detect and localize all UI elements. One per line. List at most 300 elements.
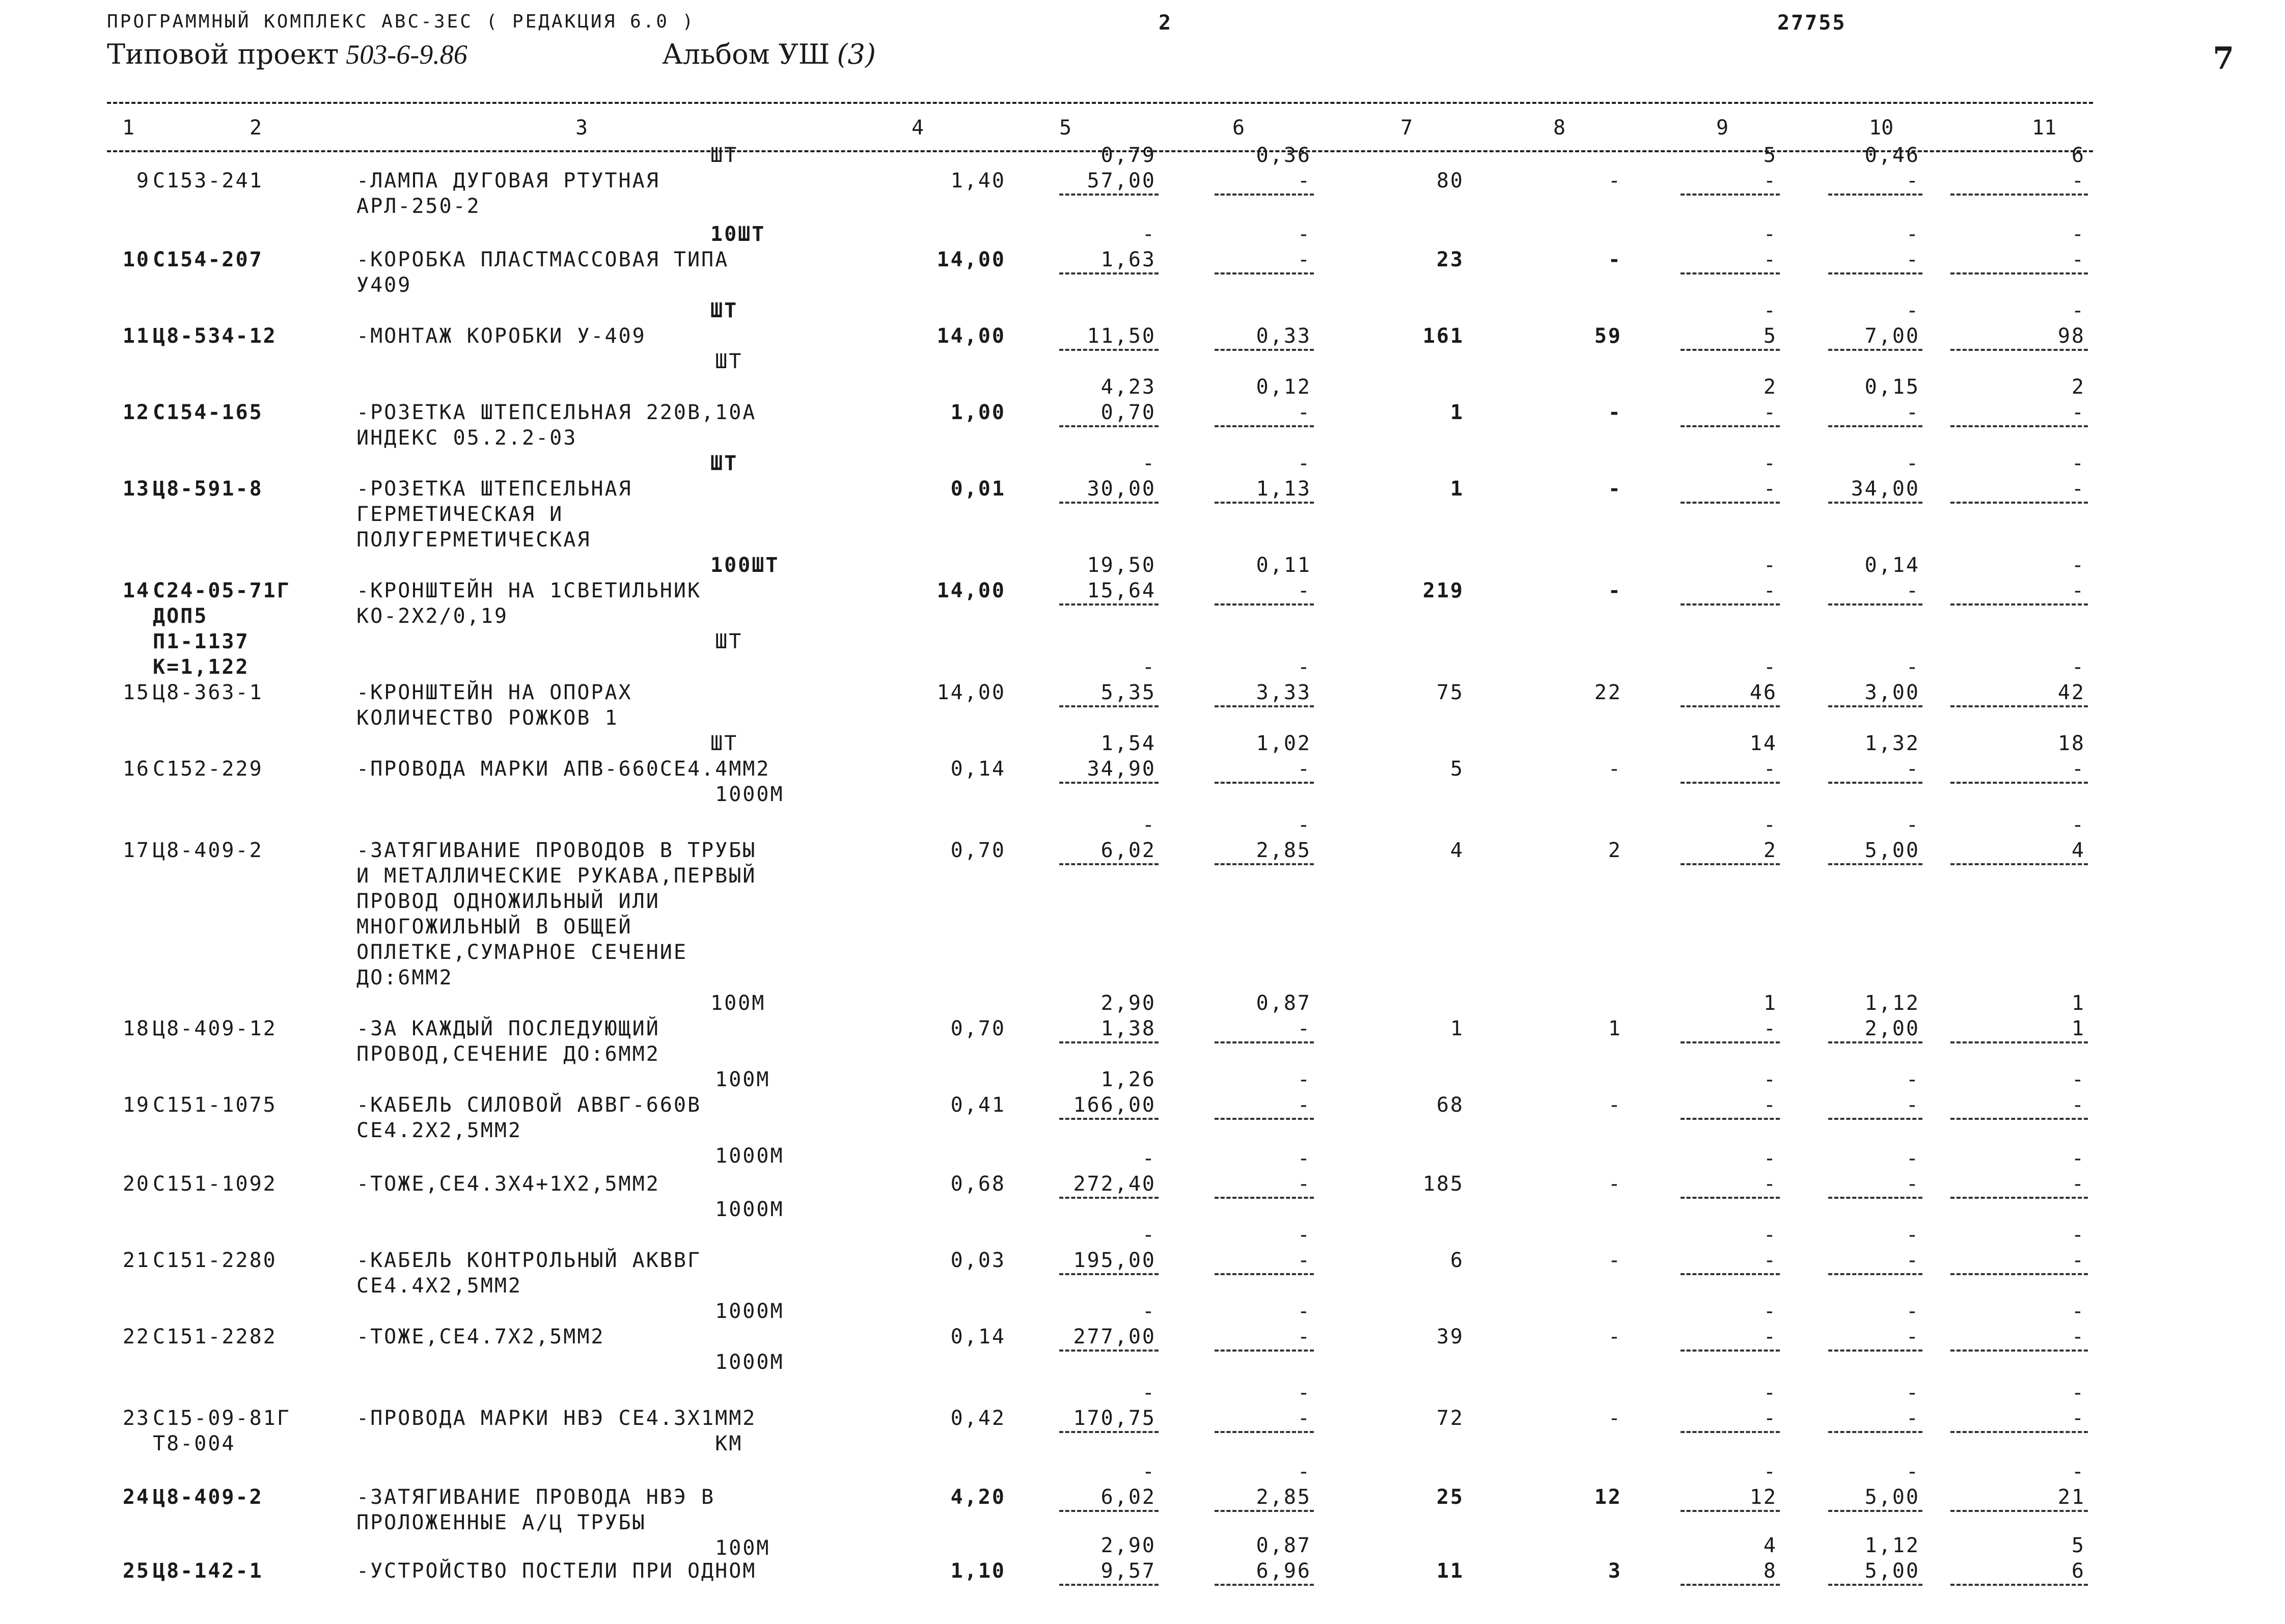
sub-value: - (2071, 299, 2085, 322)
subtotal-rule (1950, 1118, 2088, 1120)
unit-label: ШТ (710, 452, 738, 475)
value-c8: 1 (1608, 1017, 1622, 1040)
row-number: 19 (122, 1093, 150, 1117)
item-description: -МОНТАЖ КОРОБКИ У-409 ШТ (356, 324, 743, 373)
subtotal-rule (1828, 1584, 1922, 1586)
value-c9: - (1763, 477, 1777, 501)
row-number: 24 (122, 1485, 150, 1509)
sub-value: - (1297, 1300, 1311, 1323)
value-c6: - (1297, 1407, 1311, 1430)
sub-value: - (2071, 1381, 2085, 1405)
value-c4: 0,70 (950, 1017, 1006, 1040)
corner-page-number: 7 (2213, 41, 2234, 76)
sub-value: 14 (1749, 732, 1777, 755)
value-c6: - (1297, 579, 1311, 602)
subtotal-rule (1681, 1431, 1780, 1433)
resource-code: Ц8-409-2 (153, 1485, 263, 1509)
value-c9: 46 (1749, 681, 1777, 704)
resource-code: С152-229 (153, 757, 263, 781)
sub-value: - (2071, 1460, 2085, 1483)
sub-value: - (1297, 1381, 1311, 1405)
value-c11: 6 (2071, 1559, 2085, 1583)
subtotal-rule (1828, 1350, 1922, 1352)
value-c6: - (1297, 1325, 1311, 1348)
value-c11: - (2071, 757, 2085, 781)
sub-value: 0,46 (1864, 144, 1920, 167)
sub-value: 1,12 (1864, 992, 1920, 1015)
sub-value: - (1906, 299, 1920, 322)
value-c10: - (1906, 1325, 1920, 1348)
value-c11: - (2071, 579, 2085, 602)
value-c7: 23 (1436, 248, 1464, 271)
value-c8: 3 (1608, 1559, 1622, 1583)
value-c5: 15,64 (1087, 579, 1156, 602)
subtotal-rule (1059, 782, 1159, 784)
value-c4: 1,10 (950, 1559, 1006, 1583)
sub-value: - (1763, 452, 1777, 475)
row-number: 17 (122, 839, 150, 862)
sub-value: 0,36 (1256, 144, 1311, 167)
value-c5: 272,40 (1073, 1172, 1156, 1196)
column-header-2: 2 (250, 116, 262, 140)
subtotal-rule (1828, 1273, 1922, 1275)
sub-value: 5 (1763, 144, 1777, 167)
subtotal-rule (1215, 502, 1314, 504)
value-c7: 185 (1422, 1172, 1464, 1196)
value-c10: 2,00 (1864, 1017, 1920, 1040)
subtotal-rule (1215, 1350, 1314, 1352)
value-c11: - (2071, 1249, 2085, 1272)
subtotal-rule (1950, 782, 2088, 784)
resource-code: С154-165 (153, 401, 263, 424)
subtotal-rule (1681, 1584, 1780, 1586)
subtotal-rule (1215, 603, 1314, 605)
value-c5: 6,02 (1100, 1485, 1156, 1509)
value-c4: 0,70 (950, 839, 1006, 862)
value-c4: 0,68 (950, 1172, 1006, 1196)
value-c4: 1,00 (950, 401, 1006, 424)
subtotal-rule (1950, 1273, 2088, 1275)
row-number: 22 (122, 1325, 150, 1348)
sub-value: - (1763, 554, 1777, 577)
value-c10: - (1906, 248, 1920, 271)
row-number: 23 (122, 1407, 150, 1430)
value-c4: 4,20 (950, 1485, 1006, 1509)
sub-value: - (1297, 1068, 1311, 1091)
sub-value: - (1763, 655, 1777, 679)
subtotal-rule (1059, 705, 1159, 707)
resource-code: Ц8-409-2 (153, 839, 263, 862)
sub-value: 1,12 (1864, 1534, 1920, 1557)
column-header-4: 4 (912, 116, 924, 140)
value-c6: - (1297, 401, 1311, 424)
value-c8: 59 (1594, 324, 1622, 348)
row-number: 15 (122, 681, 150, 704)
sub-value: 1 (1763, 992, 1777, 1015)
item-description: -КОРОБКА ПЛАСТМАССОВАЯ ТИПА У409 (356, 248, 729, 297)
subtotal-rule (1828, 603, 1922, 605)
row-number: 25 (122, 1559, 150, 1583)
value-c6: - (1297, 248, 1311, 271)
value-c4: 14,00 (937, 248, 1006, 271)
sub-value: - (1763, 1223, 1777, 1247)
value-c5: 1,63 (1100, 248, 1156, 271)
value-c7: 5 (1450, 757, 1464, 781)
value-c8: - (1608, 579, 1622, 602)
column-header-3: 3 (575, 116, 588, 140)
value-c7: 6 (1450, 1249, 1464, 1272)
unit-label: 100ШТ (710, 554, 780, 577)
sub-value: - (1906, 1147, 1920, 1170)
value-c11: - (2071, 1093, 2085, 1117)
sub-value: - (1763, 299, 1777, 322)
subtotal-rule (1681, 863, 1780, 865)
value-c7: 219 (1422, 579, 1464, 602)
resource-code: С151-1092 (153, 1172, 277, 1196)
value-c7: 11 (1436, 1559, 1464, 1583)
sub-value: - (2071, 452, 2085, 475)
value-c9: - (1763, 401, 1777, 424)
value-c5: 57,00 (1087, 169, 1156, 192)
sub-value: 5 (2071, 1534, 2085, 1557)
subtotal-rule (1059, 1197, 1159, 1199)
value-c6: - (1297, 1249, 1311, 1272)
row-number: 21 (122, 1249, 150, 1272)
value-c11: 21 (2057, 1485, 2085, 1509)
subtotal-rule (1950, 1350, 2088, 1352)
sub-value: 6 (2071, 144, 2085, 167)
sub-value: - (1142, 813, 1156, 837)
item-description: -ЗАТЯГИВАНИЕ ПРОВОДА НВЭ В ПРОЛОЖЕННЫЕ А/Ц ТРУБЫ 100М (356, 1485, 770, 1560)
sub-value: - (1142, 1223, 1156, 1247)
value-c6: 2,85 (1256, 1485, 1311, 1509)
value-c7: 25 (1436, 1485, 1464, 1509)
sub-value: - (2071, 813, 2085, 837)
value-c7: 75 (1436, 681, 1464, 704)
subtotal-rule (1059, 863, 1159, 865)
subtotal-rule (1215, 782, 1314, 784)
value-c9: - (1763, 1407, 1777, 1430)
value-c7: 1 (1450, 477, 1464, 501)
item-description: -ПРОВОДА МАРКИ НВЭ СЕ4.3Х1ММ2 КМ (356, 1407, 757, 1455)
subtotal-rule (1215, 1118, 1314, 1120)
value-c6: 1,13 (1256, 477, 1311, 501)
sub-value: - (1142, 1147, 1156, 1170)
document-number: 27755 (1777, 11, 1847, 35)
sub-value: 1,26 (1100, 1068, 1156, 1091)
column-header-11: 11 (2032, 116, 2057, 140)
row-number: 11 (122, 324, 150, 348)
value-c5: 195,00 (1073, 1249, 1156, 1272)
row-number: 20 (122, 1172, 150, 1196)
subtotal-rule (1681, 782, 1780, 784)
resource-code: Ц8-409-12 (153, 1017, 277, 1040)
resource-code: Ц8-534-12 (153, 324, 277, 348)
subtotal-rule (1950, 1510, 2088, 1512)
value-c9: - (1763, 1249, 1777, 1272)
unit-label: ШТ (710, 299, 738, 322)
value-c5: 166,00 (1073, 1093, 1156, 1117)
value-c8: - (1608, 757, 1622, 781)
sub-value: - (1297, 1147, 1311, 1170)
sub-value: 2 (2071, 375, 2085, 399)
subtotal-rule (1215, 272, 1314, 274)
value-c4: 1,40 (950, 169, 1006, 192)
sub-value: 0,87 (1256, 992, 1311, 1015)
album-label: Альбом УШ (662, 38, 830, 70)
sub-value: 2 (1763, 375, 1777, 399)
column-header-5: 5 (1059, 116, 1072, 140)
subtotal-rule (1059, 603, 1159, 605)
sub-value: - (1906, 1223, 1920, 1247)
sub-value: - (1763, 223, 1777, 246)
subtotal-rule (1681, 1510, 1780, 1512)
value-c7: 1 (1450, 1017, 1464, 1040)
sub-value: 1,02 (1256, 732, 1311, 755)
column-header-7: 7 (1400, 116, 1413, 140)
value-c6: 2,85 (1256, 839, 1311, 862)
value-c11: - (2071, 401, 2085, 424)
value-c7: 1 (1450, 401, 1464, 424)
column-header-6: 6 (1232, 116, 1245, 140)
subtotal-rule (1950, 1197, 2088, 1199)
value-c5: 170,75 (1073, 1407, 1156, 1430)
value-c5: 1,38 (1100, 1017, 1156, 1040)
value-c10: 3,00 (1864, 681, 1920, 704)
subtotal-rule (1828, 425, 1922, 427)
sub-value: - (1142, 223, 1156, 246)
item-description: -КРОНШТЕЙН НА ОПОРАХ КОЛИЧЕСТВО РОЖКОВ 1 (356, 681, 632, 730)
value-c6: 3,33 (1256, 681, 1311, 704)
value-c11: - (2071, 169, 2085, 192)
sub-value: 2,90 (1100, 992, 1156, 1015)
unit-label: 10ШТ (710, 223, 766, 246)
subtotal-rule (1950, 1584, 2088, 1586)
item-description: -ЗАТЯГИВАНИЕ ПРОВОДОВ В ТРУБЫ И МЕТАЛЛИЧЕСКИЕ РУКАВА,ПЕРВЫЙ ПРОВОД ОДНОЖИЛЬНЫЙ ИЛИ МНОГОЖИЛЬНЫЙ В ОБЩЕЙ ОПЛЕТКЕ,СУМАРНОЕ СЕЧЕНИЕ ДО:6ММ2 (356, 839, 757, 989)
value-c6: - (1297, 1093, 1311, 1117)
subtotal-rule (1215, 1584, 1314, 1586)
subtotal-rule (1950, 705, 2088, 707)
value-c4: 14,00 (937, 579, 1006, 602)
subtotal-rule (1059, 1118, 1159, 1120)
subtotal-rule (1681, 272, 1780, 274)
value-c9: - (1763, 579, 1777, 602)
subtotal-rule (1681, 1041, 1780, 1043)
subtotal-rule (1215, 705, 1314, 707)
value-c8: - (1608, 1093, 1622, 1117)
sub-value: - (1763, 813, 1777, 837)
value-c10: 5,00 (1864, 1559, 1920, 1583)
sub-value: 0,15 (1864, 375, 1920, 399)
value-c4: 0,03 (950, 1249, 1006, 1272)
unit-label: 100М (710, 992, 766, 1015)
subtotal-rule (1828, 782, 1922, 784)
sub-value: - (1297, 1460, 1311, 1483)
subtotal-rule (1828, 1118, 1922, 1120)
subtotal-rule (1950, 603, 2088, 605)
column-header-8: 8 (1553, 116, 1566, 140)
value-c8: 2 (1608, 839, 1622, 862)
value-c10: - (1906, 401, 1920, 424)
subtotal-rule (1681, 1118, 1780, 1120)
unit-label: ШТ (710, 144, 738, 167)
sub-value: 19,50 (1087, 554, 1156, 577)
resource-code: С151-1075 (153, 1093, 277, 1117)
subtotal-rule (1681, 1197, 1780, 1199)
value-c8: 22 (1594, 681, 1622, 704)
sub-value: - (1763, 1147, 1777, 1170)
sub-value: 0,11 (1256, 554, 1311, 577)
header-bottom-rule (107, 150, 2093, 152)
sub-value: 0,14 (1864, 554, 1920, 577)
subtotal-rule (1828, 194, 1922, 196)
subtotal-rule (1059, 1273, 1159, 1275)
subtotal-rule (1681, 194, 1780, 196)
value-c6: - (1297, 1172, 1311, 1196)
value-c5: 6,02 (1100, 839, 1156, 862)
unit-label: ШТ (710, 732, 738, 755)
value-c11: 1 (2071, 1017, 2085, 1040)
page-number: 2 (1159, 11, 1171, 35)
value-c10: - (1906, 1249, 1920, 1272)
project-label: Типовой проект (107, 38, 339, 70)
row-number: 10 (122, 248, 150, 271)
value-c9: 8 (1763, 1559, 1777, 1583)
value-c7: 72 (1436, 1407, 1464, 1430)
value-c8: - (1608, 1407, 1622, 1430)
resource-code: С24-05-71Г ДОП5 П1-1137 К=1,122 (153, 579, 291, 679)
value-c4: 0,42 (950, 1407, 1006, 1430)
sub-value: - (1297, 1223, 1311, 1247)
sub-value: - (1906, 813, 1920, 837)
sub-value: - (2071, 655, 2085, 679)
value-c9: - (1763, 1325, 1777, 1348)
row-number: 16 (122, 757, 150, 781)
sub-value: 1 (2071, 992, 2085, 1015)
value-c10: 34,00 (1851, 477, 1920, 501)
subtotal-rule (1828, 502, 1922, 504)
sub-value: - (2071, 554, 2085, 577)
sub-value: 1,54 (1100, 732, 1156, 755)
value-c7: 4 (1450, 839, 1464, 862)
value-c9: - (1763, 248, 1777, 271)
value-c9: - (1763, 1093, 1777, 1117)
value-c5: 0,70 (1100, 401, 1156, 424)
subtotal-rule (1215, 425, 1314, 427)
value-c6: - (1297, 169, 1311, 192)
sub-value: 1,32 (1864, 732, 1920, 755)
value-c5: 30,00 (1087, 477, 1156, 501)
value-c10: - (1906, 169, 1920, 192)
sub-value: - (2071, 1147, 2085, 1170)
subtotal-rule (1681, 425, 1780, 427)
item-description: -РОЗЕТКА ШТЕПСЕЛЬНАЯ 220В,10А ИНДЕКС 05.2.2-03 (356, 401, 757, 450)
subtotal-rule (1828, 1041, 1922, 1043)
column-header-10: 10 (1869, 116, 1894, 140)
sub-value: - (1297, 655, 1311, 679)
subtotal-rule (1681, 1273, 1780, 1275)
sub-value: - (1142, 1381, 1156, 1405)
subtotal-rule (1681, 705, 1780, 707)
sub-value: - (2071, 1068, 2085, 1091)
value-c5: 9,57 (1100, 1559, 1156, 1583)
subtotal-rule (1059, 1584, 1159, 1586)
value-c4: 14,00 (937, 324, 1006, 348)
value-c8: - (1608, 1325, 1622, 1348)
sub-value: - (1297, 223, 1311, 246)
subtotal-rule (1950, 1431, 2088, 1433)
value-c10: 5,00 (1864, 839, 1920, 862)
value-c8: 12 (1594, 1485, 1622, 1509)
resource-code: Ц8-142-1 (153, 1559, 263, 1583)
sub-value: - (1297, 813, 1311, 837)
resource-code: С154-207 (153, 248, 263, 271)
project-heading (107, 38, 467, 70)
sub-value: - (2071, 1223, 2085, 1247)
item-description: -КАБЕЛЬ КОНТРОЛЬНЫЙ АКВВГ СЕ4.4Х2,5ММ2 1000М (356, 1249, 784, 1323)
sub-value: - (1142, 1300, 1156, 1323)
resource-code: С151-2282 (153, 1325, 277, 1348)
subtotal-rule (1950, 349, 2088, 351)
subtotal-rule (1828, 349, 1922, 351)
sub-value: - (1906, 452, 1920, 475)
row-number: 14 (122, 579, 150, 602)
sub-value: 0,79 (1100, 144, 1156, 167)
subtotal-rule (1950, 194, 2088, 196)
value-c7: 161 (1422, 324, 1464, 348)
subtotal-rule (1828, 863, 1922, 865)
subtotal-rule (1950, 272, 2088, 274)
sub-value: 0,87 (1256, 1534, 1311, 1557)
value-c4: 0,14 (950, 757, 1006, 781)
subtotal-rule (1215, 1431, 1314, 1433)
subtotal-rule (1681, 349, 1780, 351)
sub-value: - (1142, 1460, 1156, 1483)
subtotal-rule (1059, 272, 1159, 274)
value-c10: 5,00 (1864, 1485, 1920, 1509)
value-c4: 0,01 (950, 477, 1006, 501)
subtotal-rule (1215, 1510, 1314, 1512)
resource-code: Ц8-363-1 (153, 681, 263, 704)
subtotal-rule (1215, 1197, 1314, 1199)
value-c10: 7,00 (1864, 324, 1920, 348)
value-c8: - (1608, 1249, 1622, 1272)
sub-value: - (1906, 1068, 1920, 1091)
sub-value: - (2071, 1300, 2085, 1323)
subtotal-rule (1828, 1197, 1922, 1199)
row-number: 13 (122, 477, 150, 501)
column-header-1: 1 (122, 116, 135, 140)
item-description: -ПРОВОДА МАРКИ АПВ-660СЕ4.4ММ2 1000М (356, 757, 784, 806)
program-title: ПРОГРАММНЫЙ КОМПЛЕКС АВС-3ЕС ( РЕДАКЦИЯ 6.0 ) (107, 11, 696, 32)
sub-value: - (1297, 452, 1311, 475)
value-c4: 0,14 (950, 1325, 1006, 1348)
value-c8: - (1608, 169, 1622, 192)
project-code: 503-6-9.86 (346, 39, 467, 70)
album-heading (662, 38, 876, 70)
value-c10: - (1906, 579, 1920, 602)
subtotal-rule (1059, 1431, 1159, 1433)
value-c9: - (1763, 169, 1777, 192)
value-c8: - (1608, 248, 1622, 271)
value-c11: 4 (2071, 839, 2085, 862)
item-description: -КРОНШТЕЙН НА 1СВЕТИЛЬНИК КО-2Х2/0,19 ШТ (356, 579, 743, 653)
value-c9: - (1763, 1017, 1777, 1040)
sub-value: - (2071, 223, 2085, 246)
value-c10: - (1906, 757, 1920, 781)
sub-value: - (1142, 452, 1156, 475)
value-c6: 0,33 (1256, 324, 1311, 348)
